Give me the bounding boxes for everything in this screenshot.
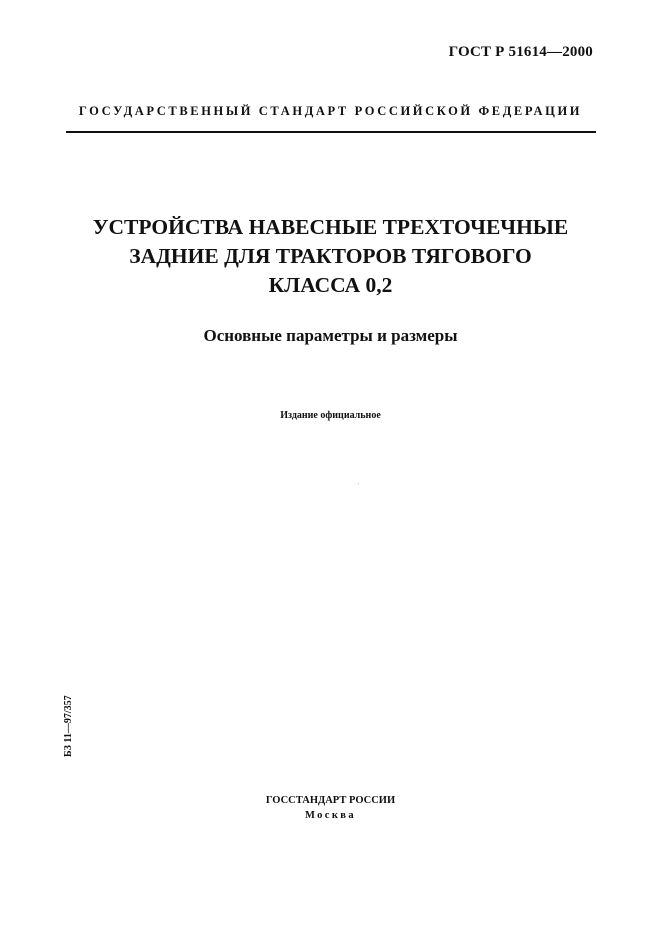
title-line-3: КЛАССА 0,2: [268, 273, 393, 297]
title-line-2: ЗАДНИЕ ДЛЯ ТРАКТОРОВ ТЯГОВОГО: [129, 244, 532, 268]
title-line-1: УСТРОЙСТВА НАВЕСНЫЕ ТРЕХТОЧЕЧНЫЕ: [92, 215, 569, 239]
header-rule: [66, 131, 596, 133]
scan-speck: [358, 483, 359, 484]
document-title: [30, 213, 631, 300]
document-subtitle: Основные параметры и размеры: [203, 326, 458, 345]
side-code: БЗ 11—97/357: [63, 695, 74, 757]
state-standard-heading: ГОСУДАРСТВЕННЫЙ СТАНДАРТ РОССИЙСКОЙ ФЕДЕРАЦИИ: [78, 104, 583, 118]
gost-number: ГОСТ Р 51614—2000: [448, 44, 593, 60]
publication-city: Москва: [304, 810, 357, 821]
edition-note: Издание официальное: [280, 410, 381, 421]
publisher: ГОССТАНДАРТ РОССИИ: [265, 795, 396, 806]
